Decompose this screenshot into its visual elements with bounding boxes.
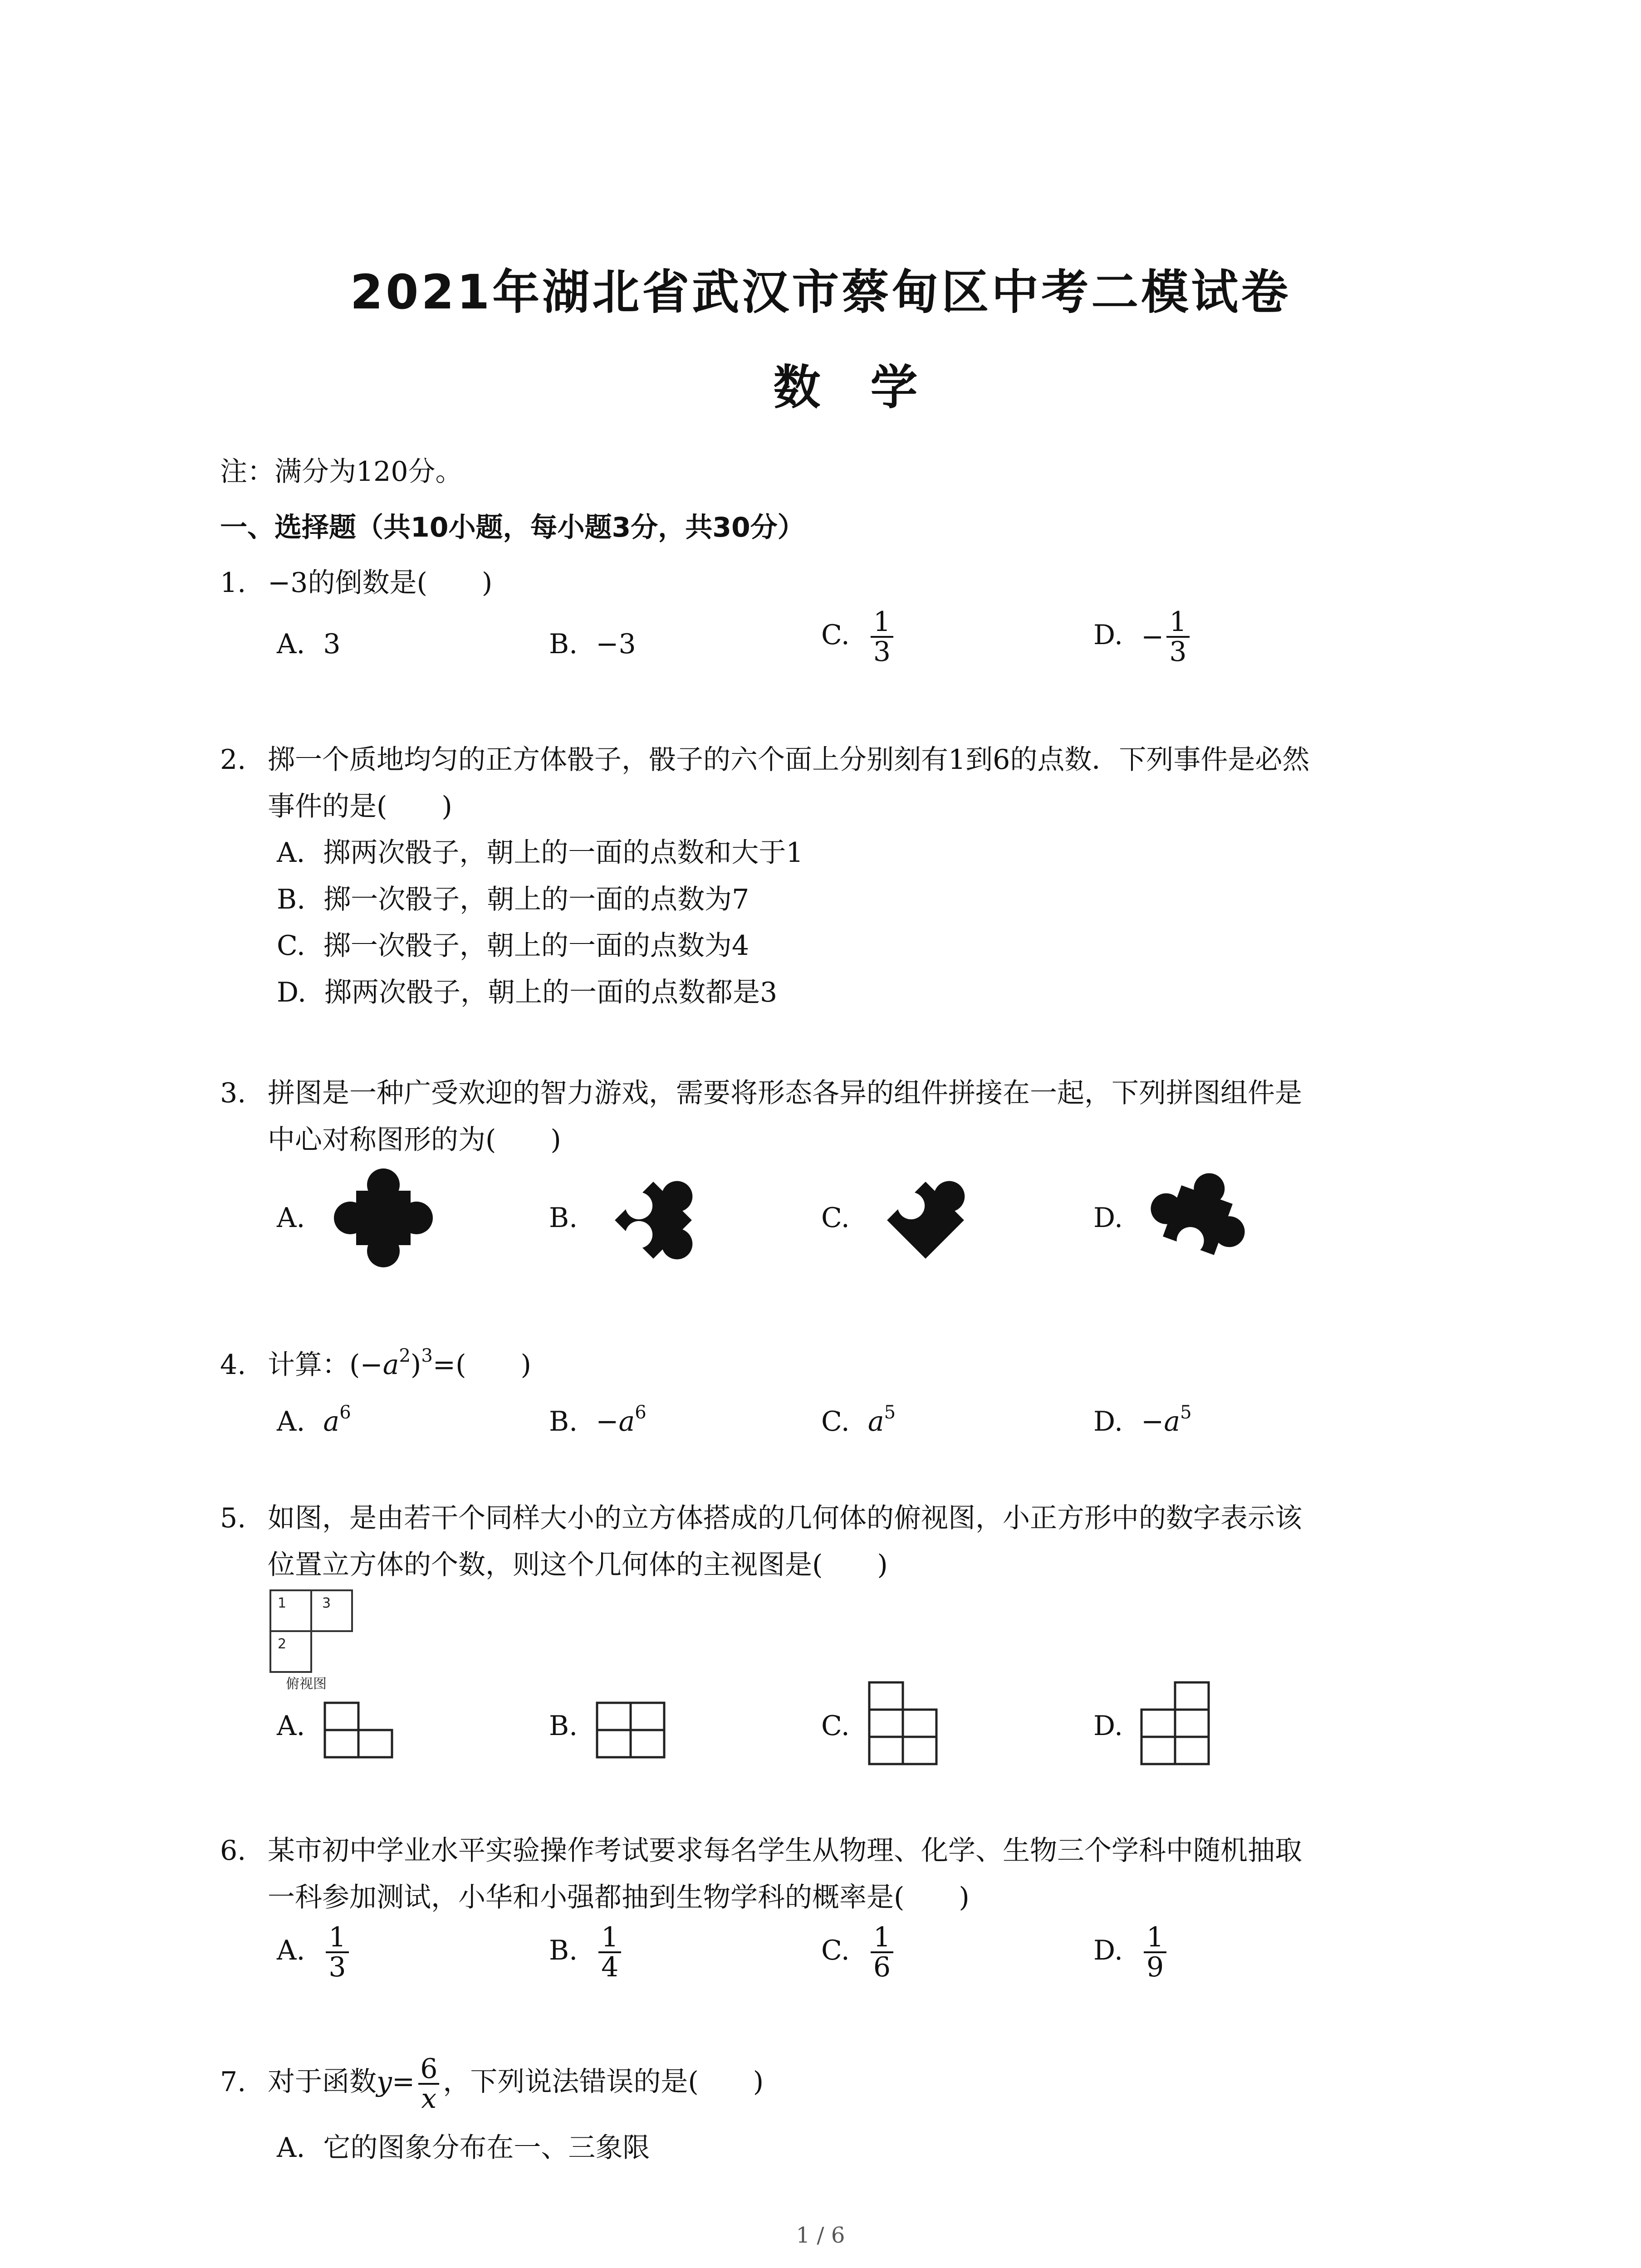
question-text: 某市初中学业水平实验操作考试要求每名学生从物理、化学、生物三个学科中随机抽取 [268,1835,1302,1867]
top-view-figure [268,1588,363,1692]
fraction-denominator: 4 [598,1951,621,1981]
q5-option-d[interactable] [1093,1710,1141,1742]
option-label: A. [277,1202,305,1234]
option-label: D. [1093,1710,1123,1742]
q6-option-d[interactable] [1093,1923,1169,1981]
grid-number: 1 [278,1595,287,1611]
fraction-denominator: 9 [1144,1951,1166,1981]
fraction-denominator: 3 [871,636,893,666]
option-label: C. [821,1202,850,1234]
option-text: 掷一次骰子，朝上的一面的点数为7 [323,884,749,915]
q4-option-a[interactable] [277,1399,351,1437]
fraction-numerator: 1 [873,606,891,638]
q1-option-d[interactable] [1093,608,1192,666]
variable: a [1164,1406,1181,1437]
option-label: A. [277,1934,305,1966]
question-number: 5. [220,1502,246,1534]
option-label: D. [1093,1934,1123,1966]
option-text: −3 [596,628,636,660]
option-label: B. [549,1202,578,1234]
subject-title: 数学 [773,360,968,415]
fraction [326,1923,348,1981]
q1-option-a[interactable] [277,628,341,660]
option-text: 掷一次骰子，朝上的一面的点数为4 [323,930,749,962]
fraction-denominator: 6 [871,1951,893,1981]
fraction [1166,608,1189,666]
question-number: 3. [220,1077,246,1109]
q6-option-c[interactable] [821,1923,896,1981]
variable: a [323,1406,340,1437]
q3-option-a[interactable] [277,1202,323,1234]
option-text: 3 [323,628,341,660]
fraction-numerator: 6 [420,2053,438,2085]
section-heading: 一、选择题（共10小题，每小题3分，共30分） [220,512,805,543]
option-label: C. [821,619,850,651]
q1-option-c[interactable] [821,608,896,666]
fraction [598,1923,621,1981]
grid-number: 2 [278,1636,287,1652]
exponent: 5 [1180,1402,1192,1423]
q4-option-d[interactable] [1093,1399,1192,1437]
option-label: B. [549,1934,578,1966]
question-text-mid: ) [410,1349,421,1381]
variable: y [377,2066,392,2098]
exponent: 3 [421,1345,433,1366]
option-label: D. [1093,1406,1123,1437]
option-label: A. [277,2132,305,2164]
puzzle-piece-b-icon [594,1161,712,1279]
q3-option-c[interactable] [821,1202,868,1234]
exponent: 5 [884,1402,896,1423]
grid-number: 3 [322,1595,331,1611]
option-text: 掷两次骰子，朝上的一面的点数都是3 [324,977,778,1008]
question-5 [220,1502,1302,1534]
fraction-numerator: 1 [328,1921,346,1953]
fraction-numerator: 1 [1169,606,1187,638]
question-number: 1. [220,567,246,599]
q2-option-d[interactable] [277,977,777,1008]
option-label: D. [1093,1202,1123,1234]
option-text: 它的图象分布在一、三象限 [323,2132,650,2164]
option-label: B. [549,1406,578,1437]
option-label: A. [277,837,305,869]
fraction-denominator: x [418,2083,439,2113]
fraction [1144,1923,1166,1981]
exponent: 6 [635,1402,647,1423]
variable: a [382,1349,399,1381]
question-text: −3的倒数是( ) [268,567,493,599]
option-label: B. [277,884,306,915]
option-text: 掷两次骰子，朝上的一面的点数和大于1 [323,837,803,869]
fraction-denominator: 3 [1166,636,1189,666]
question-text: 拼图是一种广受欢迎的智力游戏，需要将形态各异的组件拼接在一起，下列拼图组件是 [268,1077,1302,1109]
variable: a [618,1406,635,1437]
q6-option-b[interactable] [549,1923,624,1981]
question-6 [220,1835,1302,1867]
question-text-pre: 对于函数 [268,2066,377,2098]
option-label: D. [1093,619,1123,651]
option-label: A. [277,628,305,660]
q2-option-b[interactable] [277,884,749,915]
variable: a [867,1406,884,1437]
score-note: 注：满分为120分。 [220,456,463,488]
question-7 [220,2055,764,2113]
option-label: B. [549,1710,578,1742]
front-view-d-figure [1140,1681,1212,1767]
option-label: A. [277,1406,305,1437]
exam-title: 2021年湖北省武汉市蔡甸区中考二模试卷 [350,264,1291,320]
q3-option-b[interactable] [549,1202,596,1234]
fraction [417,2055,440,2113]
q4-option-b[interactable] [549,1399,647,1437]
question-number: 6. [220,1835,246,1867]
fraction [871,1923,893,1981]
question-2 [220,744,1309,776]
option-label: C. [821,1710,850,1742]
option-label: A. [277,1710,305,1742]
minus-sign: − [1141,1406,1164,1437]
question-text-post: ，下列说法错误的是( ) [443,2066,764,2098]
q7-option-a[interactable] [277,2132,650,2164]
figure-caption: 俯视图 [286,1676,327,1692]
q3-option-d[interactable] [1093,1202,1141,1234]
question-text-post: =( ) [432,1349,531,1381]
question-number: 7. [220,2066,246,2098]
front-view-c-figure [867,1681,940,1767]
q6-option-a[interactable] [277,1923,352,1981]
question-3 [220,1077,1302,1109]
q2-option-a[interactable] [277,837,803,869]
question-text-continued: 事件的是( ) [268,791,452,822]
q4-option-c[interactable] [821,1399,896,1437]
question-text-pre: 计算：(− [268,1349,383,1381]
option-label: C. [821,1934,850,1966]
exponent: 2 [399,1345,411,1366]
puzzle-piece-d-icon [1139,1161,1257,1279]
fraction [871,608,893,666]
front-view-a-figure [323,1701,396,1760]
q5-option-a[interactable] [277,1710,323,1742]
option-label: C. [277,930,305,962]
option-label: B. [549,628,578,660]
fraction-denominator: 3 [326,1951,348,1981]
question-text: 掷一个质地均匀的正方体骰子，骰子的六个面上分别刻有1到6的点数．下列事件是必然 [268,744,1310,776]
minus-sign: − [1141,621,1164,653]
question-number: 4. [220,1349,246,1381]
q5-option-b[interactable] [549,1710,596,1742]
option-label: D. [277,977,307,1008]
fraction-numerator: 1 [1146,1921,1164,1953]
question-4 [220,1343,531,1381]
question-number: 2. [220,744,246,776]
minus-sign: − [596,1406,619,1437]
exponent: 6 [339,1402,351,1423]
q1-option-b[interactable] [549,628,636,660]
q5-option-c[interactable] [821,1710,868,1742]
option-label: C. [821,1406,850,1437]
equals-sign: = [392,2066,415,2098]
fraction-numerator: 1 [601,1921,619,1953]
q2-option-c[interactable] [277,930,749,962]
fraction-numerator: 1 [873,1921,891,1953]
page-number: 1 / 6 [796,2223,845,2248]
question-text: 如图，是由若干个同样大小的立方体搭成的几何体的俯视图，小正方形中的数字表示该 [268,1502,1302,1534]
front-view-b-figure [595,1701,668,1760]
question-text-continued: 中心对称图形的为( ) [268,1124,561,1156]
question-text-continued: 一科参加测试，小华和小强都抽到生物学科的概率是( ) [268,1882,970,1913]
question-text-continued: 位置立方体的个数，则这个几何体的主视图是( ) [268,1549,888,1581]
puzzle-piece-c-icon [867,1161,985,1279]
puzzle-piece-a-icon [327,1161,440,1275]
question-1 [220,567,492,599]
